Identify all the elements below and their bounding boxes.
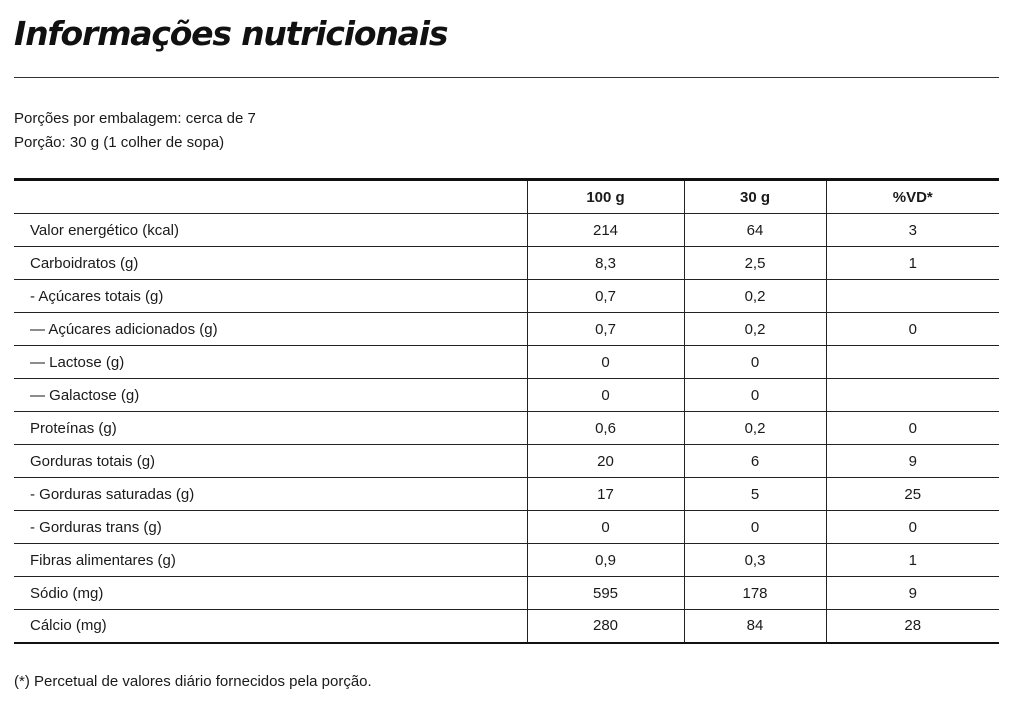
value-daily-percent: 25: [826, 478, 999, 511]
table-row: [14, 346, 999, 379]
value-daily-percent: 28: [826, 610, 999, 643]
table-row: [14, 379, 999, 412]
value-per-100g: 0: [527, 511, 684, 544]
serving-size: Porção: 30 g (1 colher de sopa): [14, 134, 225, 151]
value-daily-percent: [826, 280, 999, 313]
nutrient-label: Cálcio (mg): [14, 610, 527, 643]
nutrient-label: — Lactose (g): [14, 346, 527, 379]
value-per-100g: 8,3: [527, 247, 684, 280]
page-title: Informações nutricionais: [14, 14, 448, 53]
value-daily-percent: [826, 346, 999, 379]
header-daily-value: %VD*: [826, 180, 999, 214]
footnote: (*) Percetual de valores diário fornecidos pela porção.: [14, 673, 372, 690]
value-daily-percent: 1: [826, 544, 999, 577]
table-header-row: [14, 180, 999, 214]
table-row: [14, 214, 999, 247]
value-per-100g: 0,7: [527, 280, 684, 313]
value-per-100g: 20: [527, 445, 684, 478]
nutrient-label: — Açúcares adicionados (g): [14, 313, 527, 346]
value-daily-percent: [826, 379, 999, 412]
value-per-portion: 0,3: [684, 544, 826, 577]
nutrient-label: Fibras alimentares (g): [14, 544, 527, 577]
value-per-portion: 0,2: [684, 412, 826, 445]
value-per-portion: 178: [684, 577, 826, 610]
value-per-portion: 64: [684, 214, 826, 247]
nutrient-label: Proteínas (g): [14, 412, 527, 445]
nutrient-label: Sódio (mg): [14, 577, 527, 610]
value-daily-percent: 9: [826, 445, 999, 478]
table-row: [14, 478, 999, 511]
value-daily-percent: 0: [826, 313, 999, 346]
nutrition-table: [14, 178, 999, 644]
value-per-100g: 214: [527, 214, 684, 247]
value-per-portion: 0: [684, 511, 826, 544]
value-per-portion: 5: [684, 478, 826, 511]
table-row: [14, 610, 999, 643]
table-row: [14, 247, 999, 280]
value-daily-percent: 1: [826, 247, 999, 280]
serving-info: [14, 107, 256, 155]
table-row: [14, 511, 999, 544]
nutrient-label: — Galactose (g): [14, 379, 527, 412]
nutrient-label: - Gorduras trans (g): [14, 511, 527, 544]
value-per-100g: 0: [527, 379, 684, 412]
value-daily-percent: 0: [826, 412, 999, 445]
title-divider: [14, 77, 999, 78]
value-per-portion: 0,2: [684, 280, 826, 313]
value-per-100g: 0,9: [527, 544, 684, 577]
value-per-portion: 0,2: [684, 313, 826, 346]
value-per-100g: 17: [527, 478, 684, 511]
nutrient-label: Valor energético (kcal): [14, 214, 527, 247]
value-per-100g: 595: [527, 577, 684, 610]
value-per-portion: 0: [684, 379, 826, 412]
nutrient-label: Gorduras totais (g): [14, 445, 527, 478]
nutrient-label: Carboidratos (g): [14, 247, 527, 280]
value-per-100g: 280: [527, 610, 684, 643]
header-per-portion: 30 g: [684, 180, 826, 214]
table-row: [14, 412, 999, 445]
value-per-portion: 84: [684, 610, 826, 643]
table-row: [14, 544, 999, 577]
value-per-100g: 0: [527, 346, 684, 379]
value-daily-percent: 0: [826, 511, 999, 544]
value-daily-percent: 9: [826, 577, 999, 610]
table-row: [14, 445, 999, 478]
value-per-portion: 6: [684, 445, 826, 478]
servings-per-package: Porções por embalagem: cerca de 7: [14, 110, 256, 127]
nutrient-label: - Gorduras saturadas (g): [14, 478, 527, 511]
nutrient-label: - Açúcares totais (g): [14, 280, 527, 313]
value-per-portion: 2,5: [684, 247, 826, 280]
value-per-100g: 0,7: [527, 313, 684, 346]
table-row: [14, 313, 999, 346]
header-per-100g: 100 g: [527, 180, 684, 214]
value-per-portion: 0: [684, 346, 826, 379]
header-nutrient: [14, 180, 527, 214]
table-row: [14, 577, 999, 610]
value-per-100g: 0,6: [527, 412, 684, 445]
value-daily-percent: 3: [826, 214, 999, 247]
table-row: [14, 280, 999, 313]
